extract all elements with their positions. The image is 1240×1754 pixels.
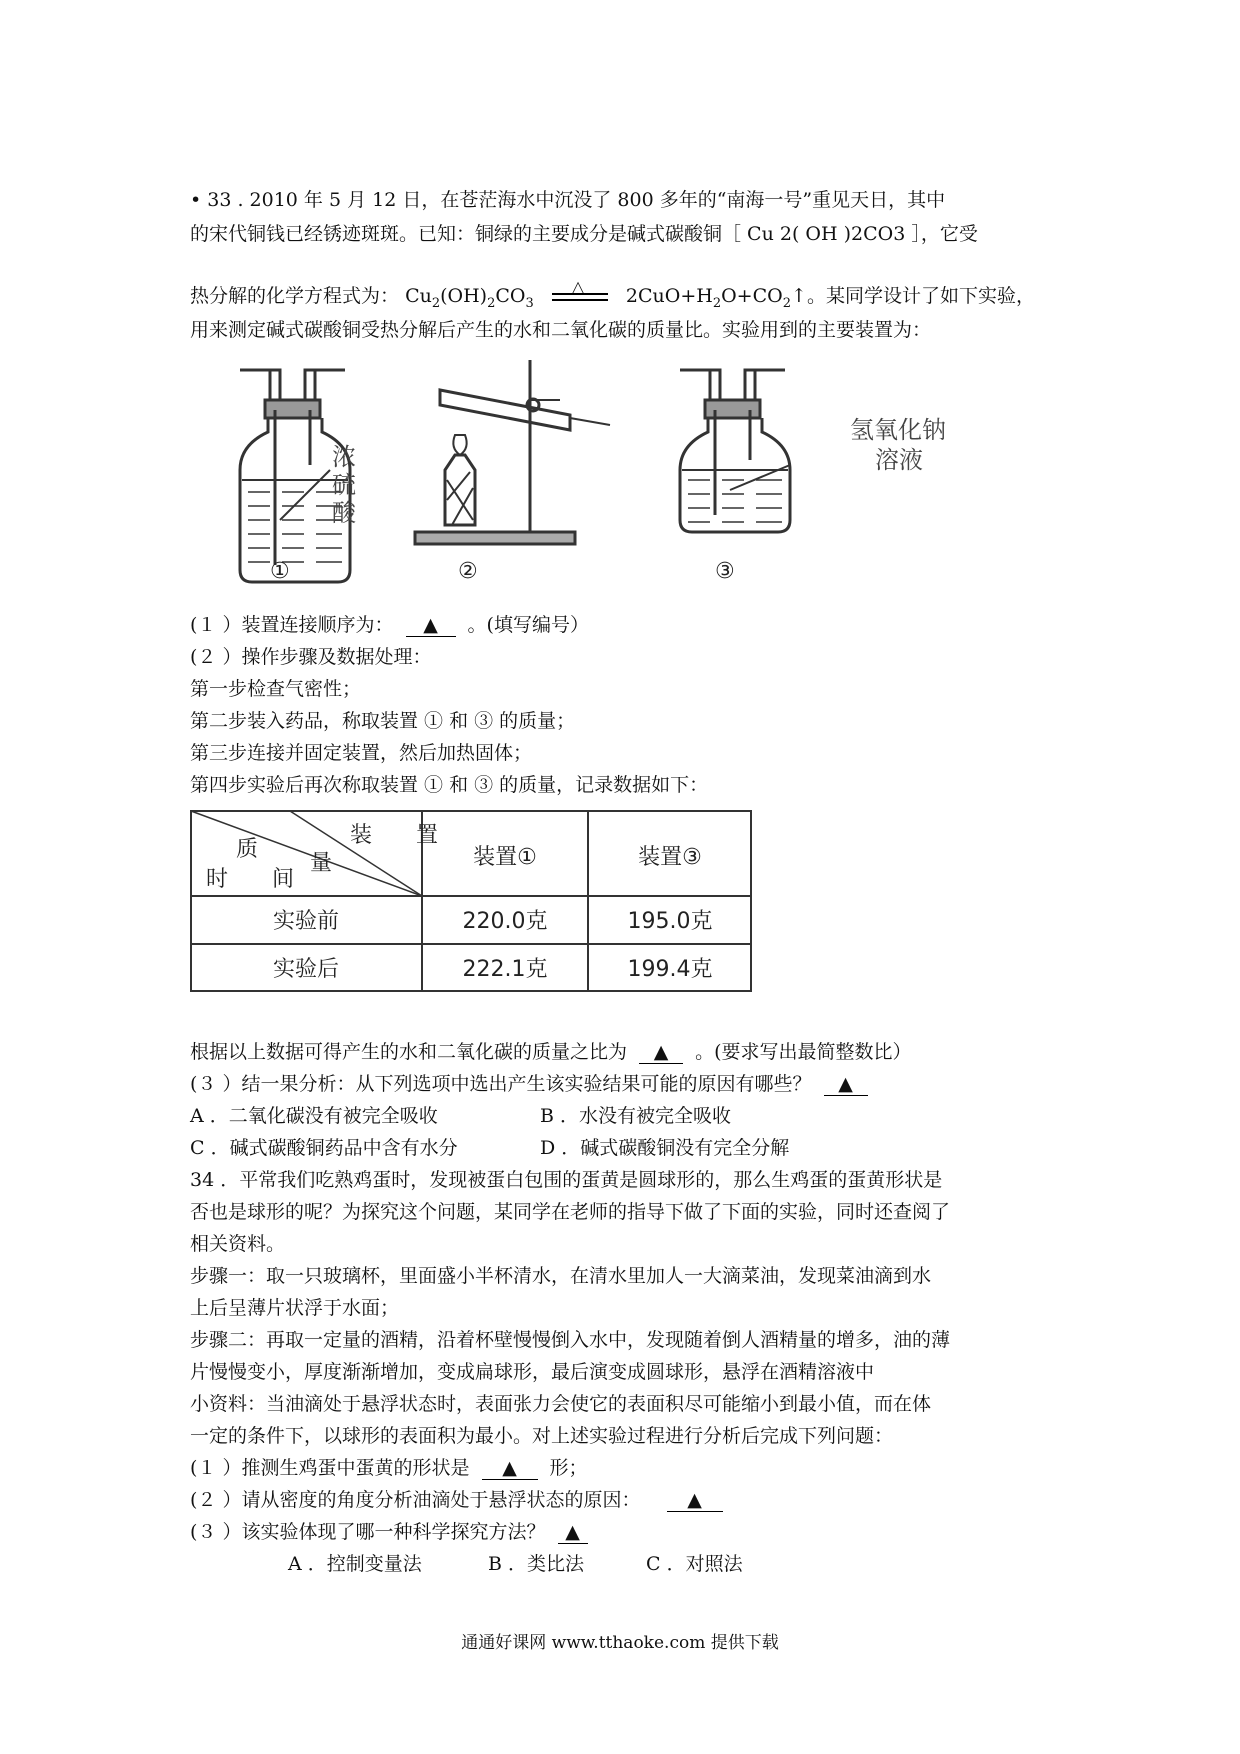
q33-ratio-text: 根据以上数据可得产生的水和二氧化碳的质量之比为 <box>190 1041 628 1063</box>
q33-step-1: 第一步检查气密性； <box>190 678 362 700</box>
answer-blank-suspension-reason[interactable]: ▲ <box>667 1489 723 1512</box>
equation-reactant: $Cu_2(OH)_2CO_3$ <box>405 285 534 311</box>
q33-line-2: 的宋代铜钱已经锈迹斑斑。已知：铜绿的主要成分是碱式碳酸铜［ Cu 2( OH )2CO3 ］，它受 <box>190 223 978 245</box>
q34-option-c[interactable]: C ．对照法 <box>646 1553 743 1575</box>
table-row-1-col1: 220.0克 <box>462 909 548 934</box>
equation-intro: 热分解的化学方程式为： <box>190 285 400 307</box>
q34-line-6: 步骤二：再取一定量的酒精，沿着杯壁慢慢倒入水中，发现随着倒人酒精量的增多，油的薄 <box>190 1329 951 1351</box>
q34-part-1-end: 形； <box>549 1457 588 1479</box>
table-corner-mid-right: 量 <box>310 851 333 876</box>
q34-part-3 <box>190 1518 594 1546</box>
apparatus-num-2: ② <box>458 559 478 584</box>
q33-part-3 <box>190 1070 874 1098</box>
heating-apparatus-2 <box>415 360 610 544</box>
q34-option-b[interactable]: B ．类比法 <box>488 1553 585 1575</box>
q34-part-3-text: (３ ）该实验体现了哪一种科学探究方法？ <box>190 1521 546 1543</box>
table-header-col1: 装置① <box>473 845 537 870</box>
table-header-col2: 装置③ <box>638 845 702 870</box>
apparatus-num-3: ③ <box>715 559 735 584</box>
q34-line-5: 上后呈薄片状浮于水面； <box>190 1297 400 1319</box>
q33-part-1-end: 。(填写编号） <box>467 614 589 636</box>
data-table <box>190 810 752 992</box>
q33-part-3-text: (３ ）结一果分析：从下列选项中选出产生该实验结果可能的原因有哪些？ <box>190 1073 812 1095</box>
table-row-2-label: 实验后 <box>272 957 340 982</box>
q33-part-2: (２ ）操作步骤及数据处理： <box>190 646 432 668</box>
q34-line-4: 步骤一：取一只玻璃杯，里面盛小半杯清水，在清水里加人一大滴菜油，发现菜油滴到水 <box>190 1265 932 1287</box>
q34-line-1: 34 ．平常我们吃熟鸡蛋时，发现被蛋白包围的蛋黄是圆球形的，那么生鸡蛋的蛋黄形状是 <box>190 1169 943 1191</box>
q33-ratio-line <box>190 1038 912 1066</box>
q34-part-1 <box>190 1454 588 1482</box>
answer-blank-connection-order[interactable]: ▲ <box>406 614 456 637</box>
label-conc-sulfuric-acid-1: 浓 <box>332 443 356 471</box>
q33-option-a[interactable]: A ．二氧化碳没有被完全吸收 <box>190 1105 438 1127</box>
q34-line-9: 一定的条件下，以球形的表面积为最小。对上述实验过程进行分析后完成下列问题： <box>190 1425 894 1447</box>
q34-line-2: 否也是球形的呢？为探究这个问题，某同学在老师的指导下做了下面的实验，同时还查阅了 <box>190 1201 951 1223</box>
table-row-2-col2: 199.4克 <box>627 957 713 982</box>
gas-washing-bottle-3 <box>680 370 790 532</box>
table-row-1-label: 实验前 <box>272 909 340 934</box>
q33-option-b[interactable]: B ．水没有被完全吸收 <box>540 1105 732 1127</box>
table-corner-top: 装 置 <box>350 823 439 848</box>
answer-blank-mass-ratio[interactable]: ▲ <box>639 1041 683 1064</box>
q33-ratio-end: 。(要求写出最简整数比） <box>695 1041 912 1063</box>
q34-line-7: 片慢慢变小，厚度渐渐增加，变成扁球形，最后演变成圆球形，悬浮在酒精溶液中 <box>190 1361 875 1383</box>
q34-part-2 <box>190 1486 729 1514</box>
q34-part-2-text: (２ ）请从密度的角度分析油滴处于悬浮状态的原因： <box>190 1489 641 1511</box>
answer-blank-method[interactable]: ▲ <box>558 1521 588 1544</box>
label-conc-sulfuric-acid-2: 硫 <box>332 471 356 499</box>
q34-part-1-text: (１ ）推测生鸡蛋中蛋黄的形状是 <box>190 1457 470 1479</box>
heating-equals-sign: △ <box>550 285 610 309</box>
table-row-2-col1: 222.1克 <box>462 957 548 982</box>
answer-blank-analysis[interactable]: ▲ <box>824 1073 868 1096</box>
q33-equation-line <box>190 277 1035 318</box>
table-row-1-col2: 195.0克 <box>627 909 713 934</box>
page-footer: 通通好课网 www.tthaoke.com 提供下载 <box>461 1633 779 1653</box>
q33-step-3: 第三步连接并固定装置，然后加热固体； <box>190 742 533 764</box>
answer-blank-yolk-shape[interactable]: ▲ <box>482 1457 538 1480</box>
label-conc-sulfuric-acid-3: 酸 <box>332 499 356 527</box>
equation-outro: 。某同学设计了如下实验， <box>806 285 1035 307</box>
q33-option-c[interactable]: C ．碱式碳酸铜药品中含有水分 <box>190 1137 458 1159</box>
q34-line-8: 小资料：当油滴处于悬浮状态时，表面张力会使它的表面积尽可能缩小到最小值，而在体 <box>190 1393 932 1415</box>
q33-option-d[interactable]: D ．碱式碳酸铜没有完全分解 <box>540 1137 790 1159</box>
label-naoh-solution-1: 氢氧化钠 <box>850 416 946 444</box>
table-corner-mid-left: 质 <box>236 837 259 862</box>
apparatus-figure <box>230 360 960 600</box>
table-corner-bottom: 时 间 <box>206 867 295 892</box>
q33-part-1 <box>190 611 589 639</box>
apparatus-num-1: ① <box>270 559 290 584</box>
label-naoh-solution-2: 溶液 <box>875 446 923 474</box>
q33-part-1-text: (１ ）装置连接顺序为： <box>190 614 394 636</box>
q33-step-2: 第二步装入药品，称取装置 ① 和 ③ 的质量； <box>190 710 576 732</box>
q34-option-a[interactable]: A ．控制变量法 <box>288 1553 422 1575</box>
q33-line-4: 用来测定碱式碳酸铜受热分解后产生的水和二氧化碳的质量比。实验用到的主要装置为： <box>190 319 932 341</box>
equation-products: $2CuO+H_2O+CO_2↑$ <box>625 285 807 311</box>
q33-line-1: • 33 . 2010 年 5 月 12 日，在苍茫海水中沉没了 800 多年的“南海一号”重见天日，其中 <box>190 189 946 211</box>
q33-step-4: 第四步实验后再次称取装置 ① 和 ③ 的质量，记录数据如下： <box>190 774 709 796</box>
q34-line-3: 相关资料。 <box>190 1233 286 1255</box>
